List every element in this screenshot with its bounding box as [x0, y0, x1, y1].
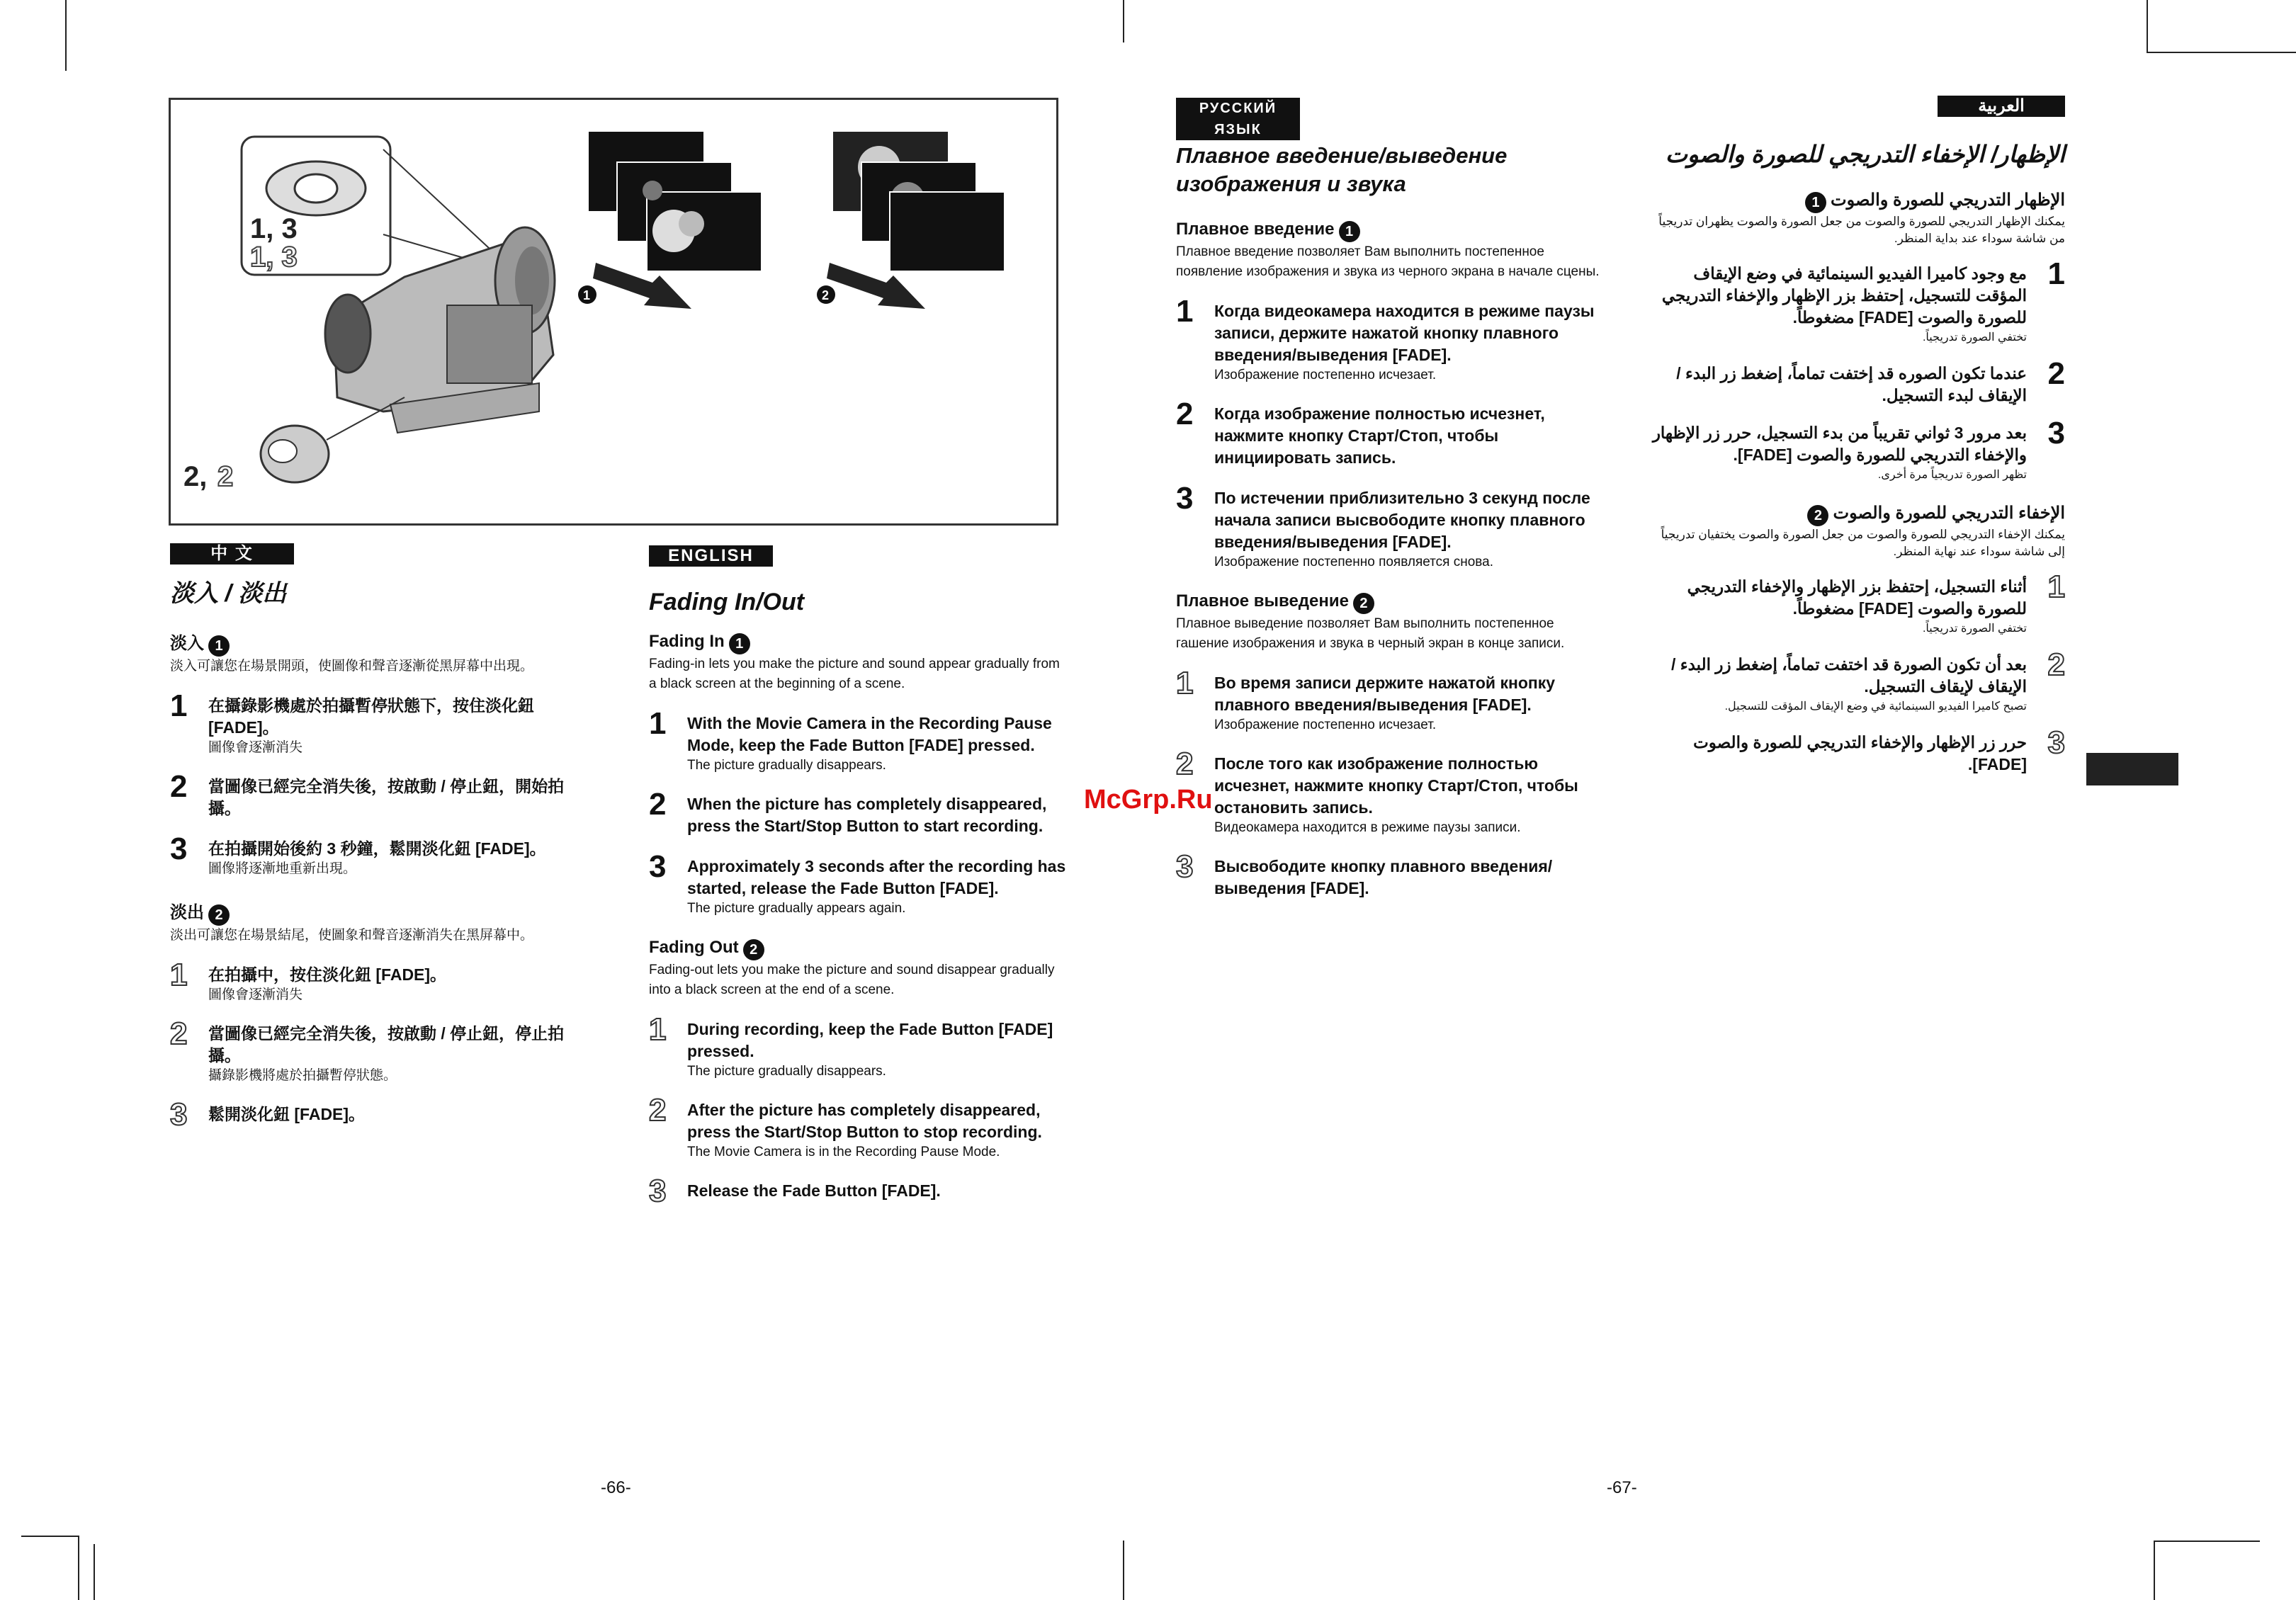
russian-fade-in-intro: Плавное введение позволяет Вам выполнить постепенное появление изображения и звука из черного экрана в начале сцены.	[1176, 244, 1600, 279]
circle-2-icon: 2	[743, 939, 764, 960]
page-number-left: -66-	[601, 1478, 631, 1497]
arabic-fade-out-heading: الإخفاء التدريجي للصورة والصوت	[1833, 503, 2065, 523]
tab-arabic: العربية	[1938, 96, 2065, 117]
circle-1-icon: 1	[208, 635, 230, 657]
circle-1-icon: 1	[1805, 192, 1826, 213]
english-fade-out-intro: Fading-out lets you make the picture and sound disappear gradually into a black screen at the end of a scene.	[649, 962, 1055, 997]
arabic-fade-out-intro: يمكنك الإخفاء التدريجي للصورة والصوت من جعل الصورة والصوت يختفيان تدريجياً إلى شاشة سوداء عند نهاية المنظر.	[1661, 527, 2065, 558]
arabic-fade-in-step-2: 2 عندما تكون الصوره قد إختفت تماماً، إضغط زر البدء / الإيقاف لبدء التسجيل.	[1676, 356, 2065, 404]
russian-section	[1176, 142, 1601, 900]
tab-chinese: 中 文	[170, 543, 294, 564]
crop-mark	[94, 1544, 95, 1600]
marker-1-label: 1	[583, 288, 591, 302]
page-number-right: -67-	[1607, 1478, 1637, 1497]
russian-title: Плавное введение/выведение изображения и звука	[1176, 143, 1508, 196]
crop-mark	[2147, 52, 2296, 53]
marker-2-label: 2	[822, 288, 830, 302]
circle-1-icon: 1	[729, 633, 750, 654]
russian-fade-out-heading: Плавное выведение	[1176, 591, 1349, 611]
chinese-fade-in-step-2: 2 當圖像已經完全消失後，按啟動 / 停止鈕，開始拍攝。	[170, 768, 565, 817]
crop-mark	[65, 0, 67, 71]
chinese-fade-out-step-3: 3 鬆開淡化鈕 [FADE]。	[170, 1096, 366, 1132]
russian-fade-in-step-1: 1 Когда видеокамера находится в режиме паузы записи, держите нажатой кнопку плавного введения/выведения [FADE]. Изображение постепенно исчезает.	[1176, 293, 1595, 382]
english-section	[649, 588, 1067, 1208]
chinese-fade-in-step-1: 1 在攝錄影機處於拍攝暫停狀態下，按住淡化鈕 [FADE]。 圖像會逐漸消失	[170, 688, 534, 755]
russian-fade-out-intro: Плавное выведение позволяет Вам выполнить постепенное гашение изображения и звука в черный экран в конце записи.	[1176, 615, 1565, 651]
english-fade-in-step-3: 3 Approximately 3 seconds after the recording has started, release the Fade Button [FADE]. The picture gradually appears again.	[649, 849, 1066, 916]
callout-2-outline: 2	[217, 461, 234, 492]
chinese-fade-out-step-2: 2 當圖像已經完全消失後，按啟動 / 停止鈕，停止拍攝。 攝錄影機將處於拍攝暫停狀態。	[170, 1016, 565, 1083]
english-fade-out-step-3: 3 Release the Fade Button [FADE].	[649, 1173, 941, 1208]
circle-2-icon: 2	[1807, 505, 1828, 526]
english-fade-out-heading: Fading Out	[649, 937, 739, 957]
arabic-section	[1651, 140, 2065, 776]
arabic-fade-out-step-3: 3 حرر زر الإظهار والإخفاء التدريجي للصورة والصوت [FADE].	[1693, 725, 2065, 773]
chinese-fade-out-heading: 淡出	[170, 902, 204, 922]
chinese-title: 淡入 / 淡出	[170, 580, 287, 607]
chinese-fade-out-intro: 淡出可讓您在場景結尾，使圖象和聲音逐漸消失在黑屏幕中。	[170, 927, 534, 943]
edge-index-tab	[2086, 753, 2178, 785]
arabic-fade-in-step-3: 3 بعد مرور 3 ثواني تقريباً من بدء التسجيل، حرر زر الإظهار والإخفاء التدريجي للصورة والصوت [FADE]. تظهر الصورة تدريجياً مرة أخرى.	[1652, 415, 2065, 481]
arabic-title: الإظهار/ الإخفاء التدريجي للصورة والصوت	[1665, 141, 2065, 167]
callout-1-3: 1, 3	[250, 213, 298, 244]
camcorder-illustration	[171, 100, 1056, 523]
crop-mark	[1123, 1541, 1124, 1600]
chinese-fade-in-step-3: 3 在拍攝開始後約 3 秒鐘，鬆開淡化鈕 [FADE]。 圖像將逐漸地重新出現。	[170, 831, 546, 876]
english-fade-in-intro: Fading-in lets you make the picture and sound appear gradually from a black screen at the beginning of a scene.	[649, 656, 1060, 691]
english-fade-out-step-1: 1 During recording, keep the Fade Button [FADE] pressed. The picture gradually disappears.	[649, 1011, 1053, 1079]
arabic-fade-in-intro: يمكنك الإظهار التدريجي للصورة والصوت من جعل الصورة والصوت يظهران تدريجياً من شاشة سوداء عند بداية المنظر.	[1658, 214, 2065, 245]
russian-fade-in-step-3: 3 По истечении приблизительно 3 секунд после начала записи высвободите кнопку плавного введения/выведения [FADE]. Изображение постепенно появляется снова.	[1176, 480, 1590, 569]
arabic-fade-out-step-2: 2 بعد أن تكون الصورة قد اختفت تماماً، إضغط زر البدء / الإيقاف لإيقاف التسجيل. تصبح كاميرا الفيديو السينمائية في وضع الإيقاف المؤقت للتسجيل.	[1671, 647, 2065, 713]
circle-2-icon: 2	[208, 904, 230, 926]
crop-mark	[1123, 0, 1124, 42]
callout-2: 2,	[183, 461, 208, 492]
english-title: Fading In/Out	[649, 589, 805, 615]
crop-mark	[2154, 1541, 2260, 1542]
crop-mark	[21, 1536, 78, 1537]
circle-2-icon: 2	[1353, 593, 1374, 614]
watermark: McGrp.Ru	[1084, 785, 1213, 815]
russian-fade-in-step-2: 2 Когда изображение полностью исчезнет, нажмите кнопку Старт/Стоп, чтобы инициировать запись.	[1176, 396, 1545, 467]
tab-english: ENGLISH	[649, 545, 773, 567]
english-fade-in-heading: Fading In	[649, 632, 725, 651]
russian-fade-out-step-3: 3 Высвободите кнопку плавного введения/выведения [FADE].	[1176, 849, 1553, 897]
english-fade-in-step-2: 2 When the picture has completely disappeared, press the Start/Stop Button to start recording.	[649, 786, 1047, 835]
chinese-section	[170, 579, 581, 1132]
chinese-fade-in-intro: 淡入可讓您在場景開頭，使圖像和聲音逐漸從黑屏幕中出現。	[170, 658, 534, 674]
crop-mark	[78, 1536, 79, 1600]
arabic-fade-in-heading: الإظهار التدريجي للصورة والصوت	[1830, 191, 2065, 210]
arabic-fade-in-step-1: 1 مع وجود كاميرا الفيديو السينمائية في وضع الإيقاف المؤقت للتسجيل، إحتفظ بزر الإظهار والإخفاء التدريجي للصورة والصوت [FADE] مضغوطاً. تختفي الصورة تدريجياً.	[1661, 256, 2065, 344]
callout-1-3-outline: 1, 3	[250, 242, 298, 273]
english-fade-in-step-1: 1 With the Movie Camera in the Recording Pause Mode, keep the Fade Button [FADE] pressed. The picture gradually disappears.	[649, 705, 1052, 773]
crop-mark	[2147, 0, 2148, 53]
circle-1-icon: 1	[1339, 221, 1360, 242]
crop-mark	[2154, 1541, 2155, 1600]
russian-fade-in-heading: Плавное введение	[1176, 220, 1335, 239]
russian-fade-out-step-1: 1 Во время записи держите нажатой кнопку плавного введения/выведения [FADE]. Изображение постепенно исчезает.	[1176, 665, 1556, 732]
tab-russian: РУССКИЙ ЯЗЫК	[1176, 98, 1300, 140]
arabic-fade-out-step-1: 1 أثناء التسجيل، إحتفظ بزر الإظهار والإخفاء التدريجي للصورة والصوت [FADE] مضغوطاً. تختفي الصورة تدريجياً.	[1687, 569, 2065, 635]
english-fade-out-step-2: 2 After the picture has completely disappeared, press the Start/Stop Button to stop recording. The Movie Camera is in the Recording Pause Mode.	[649, 1092, 1042, 1159]
chinese-fade-out-step-1: 1 在拍攝中，按住淡化鈕 [FADE]。 圖像會逐漸消失	[170, 957, 447, 1002]
chinese-fade-in-heading: 淡入	[170, 634, 204, 653]
illustration-panel	[169, 98, 1058, 526]
russian-fade-out-step-2: 2 После того как изображение полностью исчезнет, нажмите кнопку Старт/Стоп, чтобы остановить запись. Видеокамера находится в режиме паузы записи.	[1176, 746, 1578, 835]
